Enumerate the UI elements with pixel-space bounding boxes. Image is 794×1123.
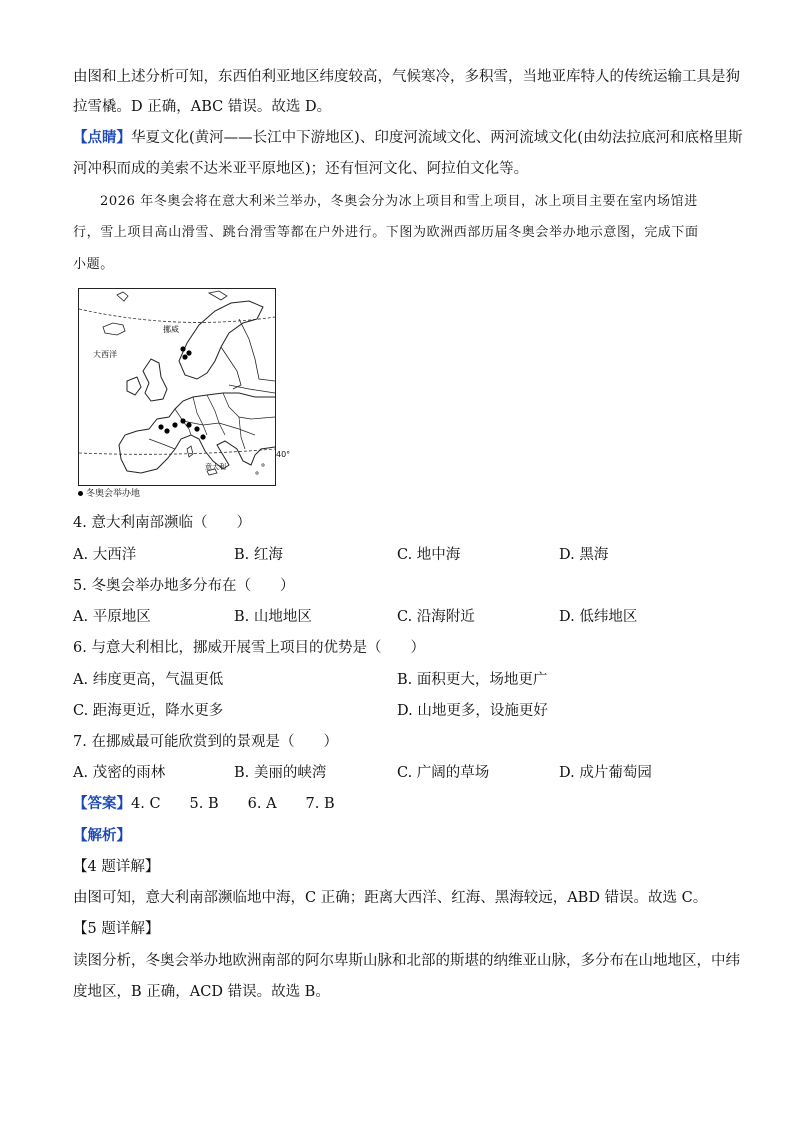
label-40-degree: 40° xyxy=(276,450,291,459)
q5-option-a: A. 平原地区 xyxy=(73,609,151,625)
host-dot xyxy=(180,346,185,351)
q6-option-b: B. 面积更大，场地更广 xyxy=(397,672,548,688)
q7-option-d: D. 成片葡萄园 xyxy=(559,765,652,781)
dianjing-line-2: 河冲积而成的美索不达米亚平原地区)；还有恒河文化、阿拉伯文化等。 xyxy=(73,161,529,177)
q5-detail-line-1: 读图分析，冬奥会举办地欧洲南部的阿尔卑斯山脉和北部的斯堪的纳维亚山脉，多分布在山地地区，中纬 xyxy=(73,953,740,969)
q4-detail-text: 由图可知，意大利南部濒临地中海，C 正确；距离大西洋、红海、黑海较远，ABD 错误。故选 C。 xyxy=(73,890,708,906)
question-4-stem: 4. 意大利南部濒临（ ） xyxy=(73,515,251,531)
host-dot xyxy=(194,426,199,431)
q4-option-c: C. 地中海 xyxy=(397,547,461,563)
q5-option-c: C. 沿海附近 xyxy=(397,609,475,625)
host-dot xyxy=(182,354,187,359)
q4-option-b: B. 红海 xyxy=(234,547,283,563)
q7-option-b: B. 美丽的峡湾 xyxy=(234,765,327,781)
q5-option-b: B. 山地地区 xyxy=(234,609,312,625)
label-norway: 挪威 xyxy=(163,325,179,334)
q4-option-a: A. 大西洋 xyxy=(73,547,137,563)
legend-text: 冬奥会举办地 xyxy=(86,489,141,499)
q4-option-d: D. 黑海 xyxy=(559,547,609,563)
intro-line-2: 行，雪上项目高山滑雪、跳台滑雪等都在户外进行。下图为欧洲西部历届冬奥会举办地示意图，完成下面 xyxy=(73,225,699,240)
intro-line-3: 小题。 xyxy=(73,257,114,272)
question-6-stem: 6. 与意大利相比，挪威开展雪上项目的优势是（ ） xyxy=(73,640,425,656)
legend-dot-icon xyxy=(78,491,83,496)
answer-tag: 【答案】 xyxy=(73,795,131,812)
europe-winter-olympics-map xyxy=(78,288,276,486)
q5-detail-tag: 【5 题详解】 xyxy=(73,921,160,937)
q6-option-c: C. 距海更近，降水更多 xyxy=(73,703,224,719)
q7-option-c: C. 广阔的草场 xyxy=(397,765,490,781)
q7-option-a: A. 茂密的雨林 xyxy=(73,765,166,781)
host-dot xyxy=(172,422,177,427)
label-italy: 意大利 xyxy=(205,463,226,471)
q5-detail-line-2: 度地区，B 正确，ACD 错误。故选 B。 xyxy=(73,984,330,1000)
question-7-stem: 7. 在挪威最可能欣赏到的景观是（ ） xyxy=(73,734,338,750)
answer-line xyxy=(73,794,335,814)
host-dot xyxy=(180,418,185,423)
q6-option-d: D. 山地更多，设施更好 xyxy=(397,703,548,719)
question-5-stem: 5. 冬奥会举办地多分布在（ ） xyxy=(73,578,295,594)
prev-analysis-line-2: 拉雪橇。D 正确，ABC 错误。故选 D。 xyxy=(73,99,332,115)
map-legend xyxy=(78,488,140,500)
prev-analysis-line-1: 由图和上述分析可知，东西伯利亚地区纬度较高，气候寒冷，多积雪，当地亚库特人的传统运输工具是狗 xyxy=(73,69,740,85)
host-dot xyxy=(186,350,191,355)
dianjing-text-1: 华夏文化(黄河——长江中下游地区)、印度河流域文化、两河流域文化(由幼法拉底河和底格里斯 xyxy=(131,130,743,146)
q6-option-a: A. 纬度更高，气温更低 xyxy=(73,672,224,688)
dianjing-line-1 xyxy=(73,128,742,148)
q4-detail-tag: 【4 题详解】 xyxy=(73,859,160,875)
answer-text: 4. C 5. B 6. A 7. B xyxy=(131,796,335,812)
host-dot xyxy=(164,428,169,433)
host-dot xyxy=(200,434,205,439)
intro-line-1: 2026 年冬奥会将在意大利米兰举办，冬奥会分为冰上项目和雪上项目，冰上项目主要在室内场馆进 xyxy=(100,194,698,209)
label-atlantic: 大西洋 xyxy=(93,350,117,359)
host-dot xyxy=(158,424,163,429)
q5-option-d: D. 低纬地区 xyxy=(559,609,638,625)
dianjing-tag: 【点睛】 xyxy=(73,129,131,146)
host-dot xyxy=(186,422,191,427)
jiexi-tag: 【解析】 xyxy=(73,827,131,844)
map-svg xyxy=(79,289,275,485)
